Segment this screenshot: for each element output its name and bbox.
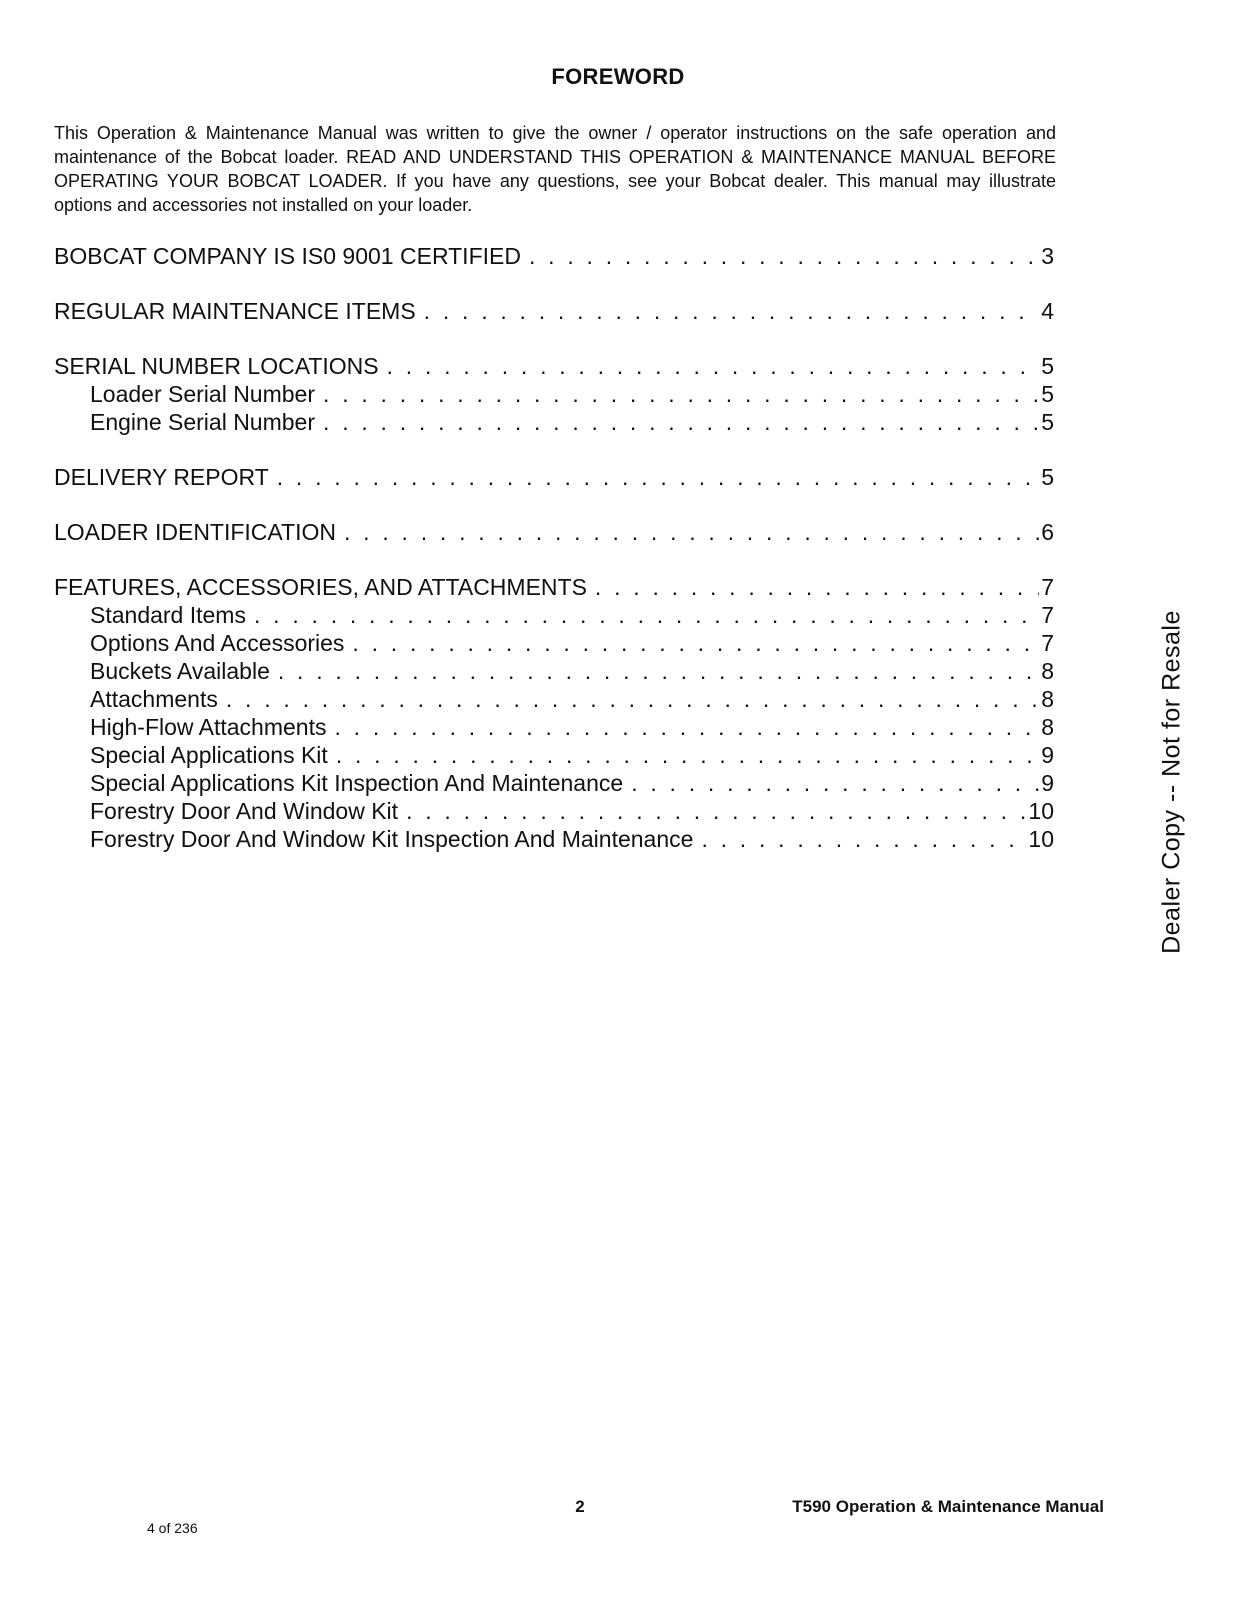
toc-dot-leader	[254, 601, 1039, 629]
toc-entry-page: 8	[1041, 658, 1054, 684]
toc-entry-page: 5	[1041, 381, 1054, 407]
toc-subentry[interactable]	[54, 601, 1054, 629]
toc-entry-label: REGULAR MAINTENANCE ITEMS	[54, 298, 416, 324]
toc-entry-label: Forestry Door And Window Kit	[90, 798, 399, 824]
toc-entry-page: 7	[1041, 602, 1054, 628]
toc-subentry[interactable]	[54, 769, 1054, 797]
toc-subentry[interactable]	[54, 685, 1054, 713]
toc-subentry[interactable]	[54, 797, 1054, 825]
toc-subentry[interactable]	[54, 408, 1054, 436]
toc-dot-leader	[352, 629, 1039, 657]
toc-entry-page: 9	[1041, 770, 1054, 796]
toc-dot-leader	[277, 463, 1039, 491]
toc-entry-label: SERIAL NUMBER LOCATIONS	[54, 353, 379, 379]
toc-entry-label: Special Applications Kit	[90, 742, 328, 768]
toc-dot-leader	[336, 741, 1039, 769]
toc-entry-label: Standard Items	[90, 602, 246, 628]
toc-dot-leader	[278, 657, 1039, 685]
toc-entry-label: LOADER IDENTIFICATION	[54, 519, 336, 545]
toc-dot-leader	[323, 408, 1039, 436]
table-of-contents	[54, 242, 1054, 853]
toc-subentry[interactable]	[54, 713, 1054, 741]
toc-entry-page: 10	[1028, 826, 1054, 852]
toc-subentry[interactable]	[54, 380, 1054, 408]
toc-entry-page: 5	[1041, 464, 1054, 490]
toc-entry-label: Options And Accessories	[90, 630, 345, 656]
footer-page-number: 2	[575, 1497, 585, 1516]
toc-subentry[interactable]	[54, 629, 1054, 657]
toc-entry[interactable]	[54, 242, 1054, 270]
toc-dot-leader	[529, 242, 1039, 270]
toc-entry-page: 6	[1041, 519, 1054, 545]
toc-dot-leader	[701, 825, 1026, 853]
toc-entry-page: 10	[1028, 798, 1054, 824]
toc-dot-leader	[344, 518, 1039, 546]
toc-entry-page: 3	[1041, 243, 1054, 269]
toc-entry-label: Engine Serial Number	[90, 409, 316, 435]
foreword-paragraph: This Operation & Maintenance Manual was written to give the owner / operator instructions on the safe operation and maintenance of the Bobcat loader. READ AND UNDERSTAND THIS OPERATION & MAINTENANCE MANUAL BEFORE OPERATING YOUR BOBCAT LOADER. If you have any questions, see your Bobcat dealer. This manual may illustrate options and accessories not installed on your loader.	[54, 123, 1056, 215]
toc-dot-leader	[631, 769, 1039, 797]
toc-entry[interactable]	[54, 463, 1054, 491]
toc-entry-label: DELIVERY REPORT	[54, 464, 269, 490]
toc-entry-label: FEATURES, ACCESSORIES, AND ATTACHMENTS	[54, 574, 587, 600]
toc-entry-label: Loader Serial Number	[90, 381, 316, 407]
toc-entry[interactable]	[54, 518, 1054, 546]
toc-entry-page: 8	[1041, 686, 1054, 712]
toc-entry-page: 7	[1041, 630, 1054, 656]
toc-dot-leader	[323, 380, 1039, 408]
toc-entry[interactable]	[54, 573, 1054, 601]
toc-entry-page: 5	[1041, 353, 1054, 379]
toc-entry-label: Forestry Door And Window Kit Inspection And Maintenance	[90, 826, 694, 852]
toc-entry-page: 8	[1041, 714, 1054, 740]
footer-manual-title: T590 Operation & Maintenance Manual	[792, 1497, 1104, 1516]
toc-entry-page: 5	[1041, 409, 1054, 435]
dealer-copy-watermark: Dealer Copy -- Not for Resale	[1157, 610, 1186, 954]
toc-entry-label: Attachments	[90, 686, 218, 712]
toc-subentry[interactable]	[54, 657, 1054, 685]
toc-dot-leader	[226, 685, 1039, 713]
toc-entry[interactable]	[54, 297, 1054, 325]
toc-dot-leader	[387, 352, 1040, 380]
toc-entry-label: Buckets Available	[90, 658, 270, 684]
toc-dot-leader	[595, 573, 1039, 601]
page-title: FOREWORD	[551, 64, 685, 89]
toc-entry-label: High-Flow Attachments	[90, 714, 327, 740]
toc-entry-page: 9	[1041, 742, 1054, 768]
toc-entry[interactable]	[54, 352, 1054, 380]
toc-entry-page: 4	[1041, 298, 1054, 324]
footer-page-count: 4 of 236	[147, 1520, 198, 1536]
toc-entry-label: BOBCAT COMPANY IS IS0 9001 CERTIFIED	[54, 243, 521, 269]
toc-dot-leader	[406, 797, 1026, 825]
toc-dot-leader	[424, 297, 1040, 325]
toc-subentry[interactable]	[54, 741, 1054, 769]
toc-entry-label: Special Applications Kit Inspection And Maintenance	[90, 770, 624, 796]
toc-subentry[interactable]	[54, 825, 1054, 853]
toc-entry-page: 7	[1041, 574, 1054, 600]
toc-dot-leader	[334, 713, 1039, 741]
